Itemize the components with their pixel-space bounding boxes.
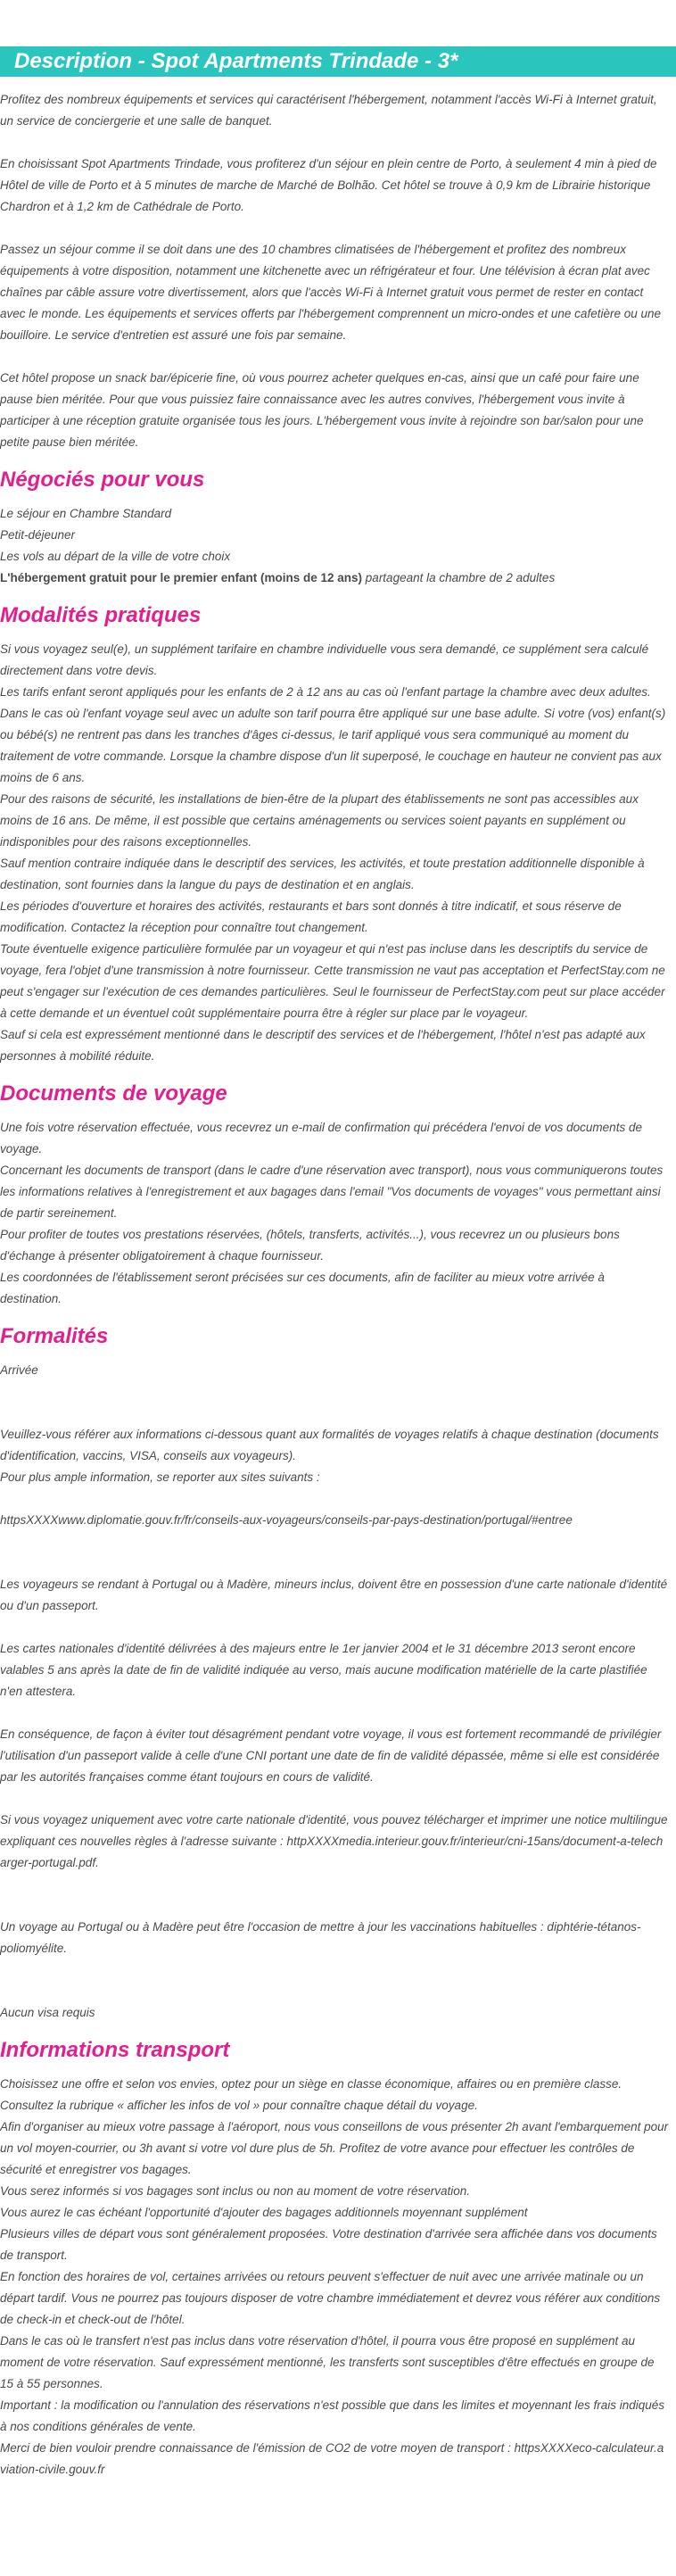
negocies-child-offer [0,567,669,589]
description-paragraph: En choisissant Spot Apartments Trindade, vous profiterez d'un séjour en plein centre de Porto, à seulement 4 min à pied de Hôtel de ville de Porto et à 5 minutes de marche de Marché de Bolhão. Cet hôtel se trouve à 0,9 km de Librairie historique Chardron et à 1,2 km de Cathédrale de Porto. [0,157,657,213]
negocies-item: Petit-déjeuner [0,528,76,542]
documents-paragraph: Les coordonnées de l'établissement seront précisées sur ces documents, afin de faciliter au mieux votre arrivée à destination. [0,1271,605,1305]
modalites-paragraph: Sauf mention contraire indiquée dans le descriptif des services, les activités, et toute prestation additionnelle disponible à destination, sont fournies dans la langue du pays de destination et en anglais. [0,857,645,891]
transport-paragraph: En fonction des horaires de vol, certaines arrivées ou retours peuvent s'effectuer de nuit avec une arrivée matinale ou un départ tardif. Vous ne pourrez pas toujours disposer de votre chambre immédiatement et devrez vous référer aux conditions de check-in et check-out de l'hôtel. [0,2270,661,2326]
documents-paragraph: Pour profiter de toutes vos prestations réservées, (hôtels, transferts, activités...), vous recevrez un ou plusieurs bons d'échange à présenter obligatoirement à chaque fournisseur. [0,1228,620,1263]
formalites-url-link[interactable]: httpsXXXXwww.diplomatie.gouv.fr/fr/conseils-aux-voyageurs/conseils-par-pays-destination/portugal/#entree [0,1513,573,1527]
modalites-paragraph: Toute éventuelle exigence particulière formulée par un voyageur et qui n'est pas incluse dans les descriptifs du service de voyage, fera l'objet d'une transmission à notre fournisseur. Cette transmission ne vaut pas acceptation et PerfectStay.com ne peut s'engager sur l'exécution de ces demandes particulières. Seul le fournisseur de PerfectStay.com peut sur place accéder à cette demande et un éventuel coût supplémentaire pourra être à régler sur place par le voyageur. [0,942,665,1020]
transport-paragraph: Afin d'organiser au mieux votre passage à l'aéroport, nous vous conseillons de vous présenter 2h avant l'embarquement pour un vol moyen-courrier, ou 3h avant si votre vol dure plus de 5h. Profitez de votre avance pour effectuer les contrôles de sécurité et enregistrer vos bagages. [0,2120,669,2176]
negocies-child-rest: partageant la chambre de 2 adultes [362,571,556,584]
modalites-heading: Modalités pratiques [0,603,202,627]
modalites-paragraph: Les périodes d'ouverture et horaires des activités, restaurants et bars sont donnés à titre indicatif, et sous réserve de modification. Contactez la réception pour connaître tout changement. [0,899,622,934]
formalites-paragraph: En conséquence, de façon à éviter tout désagrément pendant votre voyage, il vous est fortement recommandé de privilégier l'utilisation d'un passeport valide à celle d'une CNI portant une date de fin de validité dépassée, même si elle est considérée par les autorités françaises comme étant toujours en cours de validité. [0,1727,662,1784]
formalites-intro: Pour plus ample information, se reporter aux sites suivants : [0,1470,320,1484]
formalites-paragraph: Les voyageurs se rendant à Portugal ou à Madère, mineurs inclus, doivent être en possession d'une carte nationale d'identité ou d'un passeport. [0,1578,668,1612]
transport-paragraph: Plusieurs villes de départ vous sont généralement proposées. Votre destination d'arrivée sera affichée dans vos documents de transport. [0,2227,657,2262]
modalites-paragraph: Pour des raisons de sécurité, les installations de bien-être de la plupart des établissements ne sont pas accessibles aux moins de 16 ans. De même, il est possible que certains aménagements ou services soient payants en supplément ou indisponibles pour des raisons exceptionnelles. [0,792,639,849]
title-banner [0,46,676,77]
page-title: Description - Spot Apartments Trindade - 3* [14,49,458,73]
documents-heading: Documents de voyage [0,1081,227,1106]
transport-paragraph: Merci de bien vouloir prendre connaissance de l'émission de CO2 de votre moyen de transport : httpsXXXXeco-calculateur.aviation-civile.gouv.fr [0,2441,664,2476]
formalites-paragraph: Les cartes nationales d'identité délivrées à des majeurs entre le 1er janvier 2004 et le 31 décembre 2013 seront encore valables 5 ans après la date de fin de validité indiquée au verso, mais aucune modification matérielle de la carte plastifiée n'en attestera. [0,1642,647,1698]
documents-paragraph: Une fois votre réservation effectuée, vous recevrez un e-mail de confirmation qui précédera l'envoi de vos documents de voyage. [0,1121,642,1155]
modalites-paragraph: Si vous voyagez seul(e), un supplément tarifaire en chambre individuelle vous sera demandé, ce supplément sera calculé directement dans votre devis. [0,642,649,677]
transport-paragraph: Consultez la rubrique « afficher les infos de vol » pour connaître chaque détail du voyage. [0,2099,478,2112]
formalites-visa: Aucun visa requis [0,2006,95,2019]
negocies-item: Le séjour en Chambre Standard [0,507,172,520]
formalites-intro: Veuillez-vous référer aux informations ci-dessous quant aux formalités de voyages relatifs à chaque destination (documents d'identification, vaccins, VISA, conseils aux voyageurs). [0,1428,659,1462]
formalites-paragraph: Si vous voyagez uniquement avec votre carte nationale d'identité, vous pouvez télécharger et imprimer une notice multilingue expliquant ces nouvelles règles à l'adresse suivante : httpXXXXmedia.interieur.gouv.fr/interieur/cni-15ans/document-a-telecharger-portugal.pdf. [0,1813,668,1869]
formalites-heading: Formalités [0,1324,109,1348]
documents-paragraph: Concernant les documents de transport (dans le cadre d'une réservation avec transport), nous vous communiquerons toutes les informations relatives à l'enregistrement et aux bagages dans l'email "Vos documents de voyages" vous permettant ainsi de partir sereinement. [0,1164,664,1220]
modalites-paragraph: Les tarifs enfant seront appliqués pour les enfants de 2 à 12 ans au cas où l'enfant partage la chambre avec deux adultes. Dans le cas où l'enfant voyage seul avec un adulte son tarif pourra être appliqué sur une base adulte. Si votre (vos) enfant(s) ou bébé(s) ne rentrent pas dans les tranches d'âges ci-dessus, le tarif appliqué vous sera communiqué au moment du traitement de votre commande. Lorsque la chambre dispose d'un lit superposé, le couchage en hauteur ne convient pas aux moins de 6 ans. [0,685,666,784]
negocies-heading: Négociés pour vous [0,468,205,492]
description-paragraph: Profitez des nombreux équipements et services qui caractérisent l'hébergement, notamment l'accès Wi-Fi à Internet gratuit, un service de conciergerie et une salle de banquet. [0,93,657,128]
transport-paragraph: Important : la modification ou l'annulation des réservations n'est possible que dans les limites et moyennant les frais indiqués à nos conditions générales de vente. [0,2398,665,2433]
modalites-paragraph: Sauf si cela est expressément mentionné dans le descriptif des services et de l'hébergement, l'hôtel n'est pas adapté aux personnes à mobilité réduite. [0,1028,646,1063]
content [0,89,669,2481]
negocies-child-bold: L'hébergement gratuit pour le premier enfant (moins de 12 ans) [0,571,363,584]
transport-paragraph: Vous serez informés si vos bagages sont inclus ou non au moment de votre réservation. [0,2184,471,2198]
formalites-arrivee: Arrivée [0,1363,38,1377]
description-paragraph: Passez un séjour comme il se doit dans une des 10 chambres climatisées de l'hébergement et profitez des nombreux équipements à votre disposition, notamment une kitchenette avec un réfrigérateur et four. Une télévision à écran plat avec chaînes par câble assure votre divertissement, alors que l'accès Wi-Fi à Internet gratuit vous permet de rester en contact avec le monde. Les équipements et services offerts par l'hébergement comprennent un micro-ondes et une cafetière ou une bouilloire. Le service d'entretien est assuré une fois par semaine. [0,243,662,342]
formalites-paragraph: Un voyage au Portugal ou à Madère peut être l'occasion de mettre à jour les vaccinations habituelles : diphtérie-tétanos-poliomyélite. [0,1920,641,1955]
transport-heading: Informations transport [0,2038,230,2062]
transport-paragraph: Vous aurez le cas échéant l'opportunité d'ajouter des bagages additionnels moyennant supplément [0,2206,528,2219]
description-paragraph: Cet hôtel propose un snack bar/épicerie fine, où vous pourrez acheter quelques en-cas, ainsi que un café pour faire une pause bien méritée. Pour que vous puissiez faire connaissance avec les autres convives, l'hébergement vous invite à participer à une réception gratuite organisée tous les jours. L'hébergement vous invite à rejoindre son bar/salon pour une petite pause bien méritée. [0,371,644,449]
negocies-item: Les vols au départ de la ville de votre choix [0,550,231,563]
transport-paragraph: Choisissez une offre et selon vos envies, optez pour un siège en classe économique, affaires ou en première classe. [0,2077,622,2091]
transport-paragraph: Dans le cas où le transfert n'est pas inclus dans votre réservation d'hôtel, il pourra vous être proposé en supplément au moment de votre réservation. Sauf expressément mentionné, les transferts sont susceptibles d'être effectués en groupe de 15 à 55 personnes. [0,2334,655,2390]
